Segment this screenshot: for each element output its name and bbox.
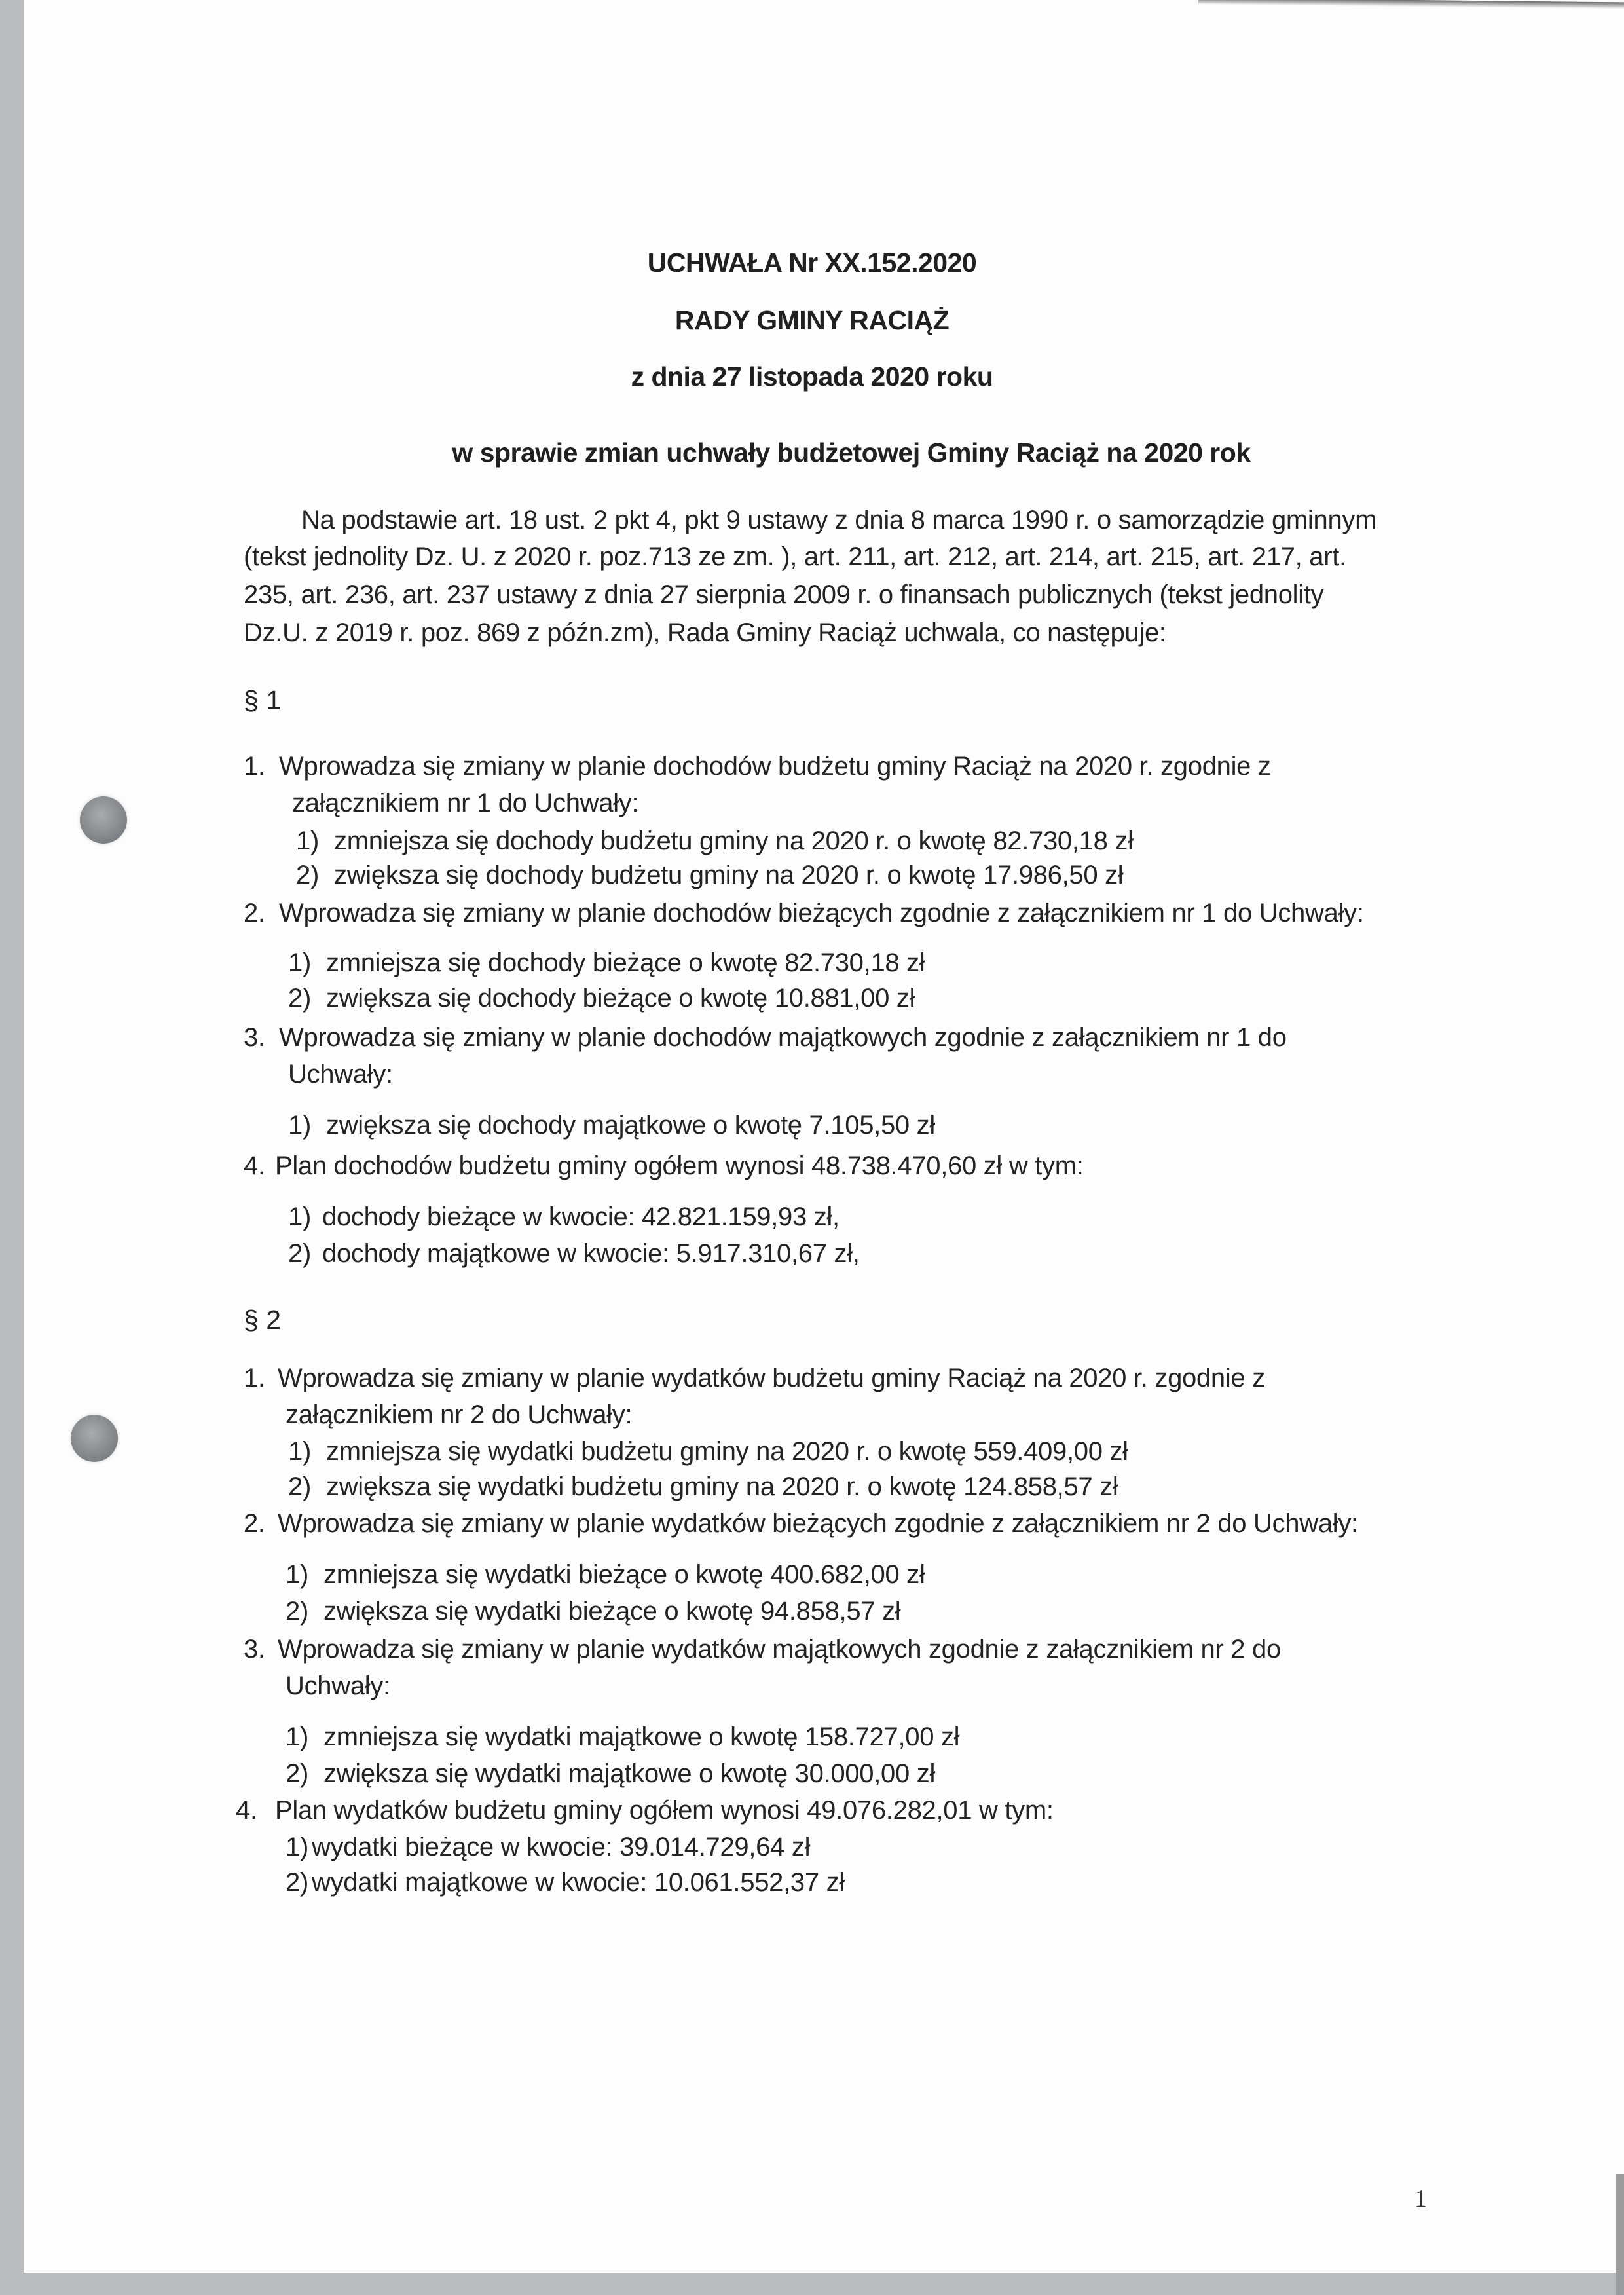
section-2-mark: § 2 xyxy=(244,1305,281,1335)
list-item xyxy=(244,1364,1265,1393)
resolution-subject: w sprawie zmian uchwały budżetowej Gminy Raciąż na 2020 rok xyxy=(452,438,1251,468)
item-number: 1. xyxy=(244,752,265,781)
punch-hole-top xyxy=(80,796,127,844)
sub-item-number: 2) xyxy=(288,1239,311,1268)
list-item xyxy=(244,1509,1358,1539)
sub-item-text: zmniejsza się dochody bieżące o kwotę 82.730,18 zł xyxy=(326,948,925,977)
list-item xyxy=(244,1635,1281,1664)
sub-item-text: wydatki majątkowe w kwocie: 10.061.552,37 zł xyxy=(312,1868,845,1897)
page-edge-right xyxy=(1616,2174,1624,2295)
sub-item xyxy=(286,1723,959,1752)
sub-item xyxy=(288,1437,1128,1466)
sub-item-number: 1) xyxy=(286,1723,308,1751)
sub-item-number: 2) xyxy=(286,1759,308,1788)
list-item xyxy=(244,899,1364,928)
list-item xyxy=(244,1151,1084,1181)
sub-item-number: 1) xyxy=(288,948,311,977)
item-number: 4. xyxy=(236,1796,257,1825)
sub-item xyxy=(296,861,1123,890)
sub-item xyxy=(286,1833,810,1862)
sub-item-text: dochody majątkowe w kwocie: 5.917.310,67 zł, xyxy=(322,1239,860,1268)
sub-item-text: zwiększa się dochody majątkowe o kwotę 7.105,50 zł xyxy=(326,1111,935,1140)
sub-item xyxy=(286,1759,935,1789)
sub-item-number: 1) xyxy=(286,1560,308,1589)
item-text: Plan dochodów budżetu gminy ogółem wynosi 48.738.470,60 zł w tym: xyxy=(275,1151,1084,1180)
sub-item xyxy=(288,1472,1118,1502)
sub-item-text: dochody bieżące w kwocie: 42.821.159,93 zł, xyxy=(322,1203,840,1231)
sub-item-number: 1) xyxy=(296,827,319,855)
item-number: 3. xyxy=(244,1635,265,1664)
sub-item-text: zwiększa się wydatki budżetu gminy na 2020 r. o kwotę 124.858,57 zł xyxy=(326,1472,1118,1501)
list-item xyxy=(244,752,1271,781)
item-text-continued: Uchwały: xyxy=(286,1671,390,1700)
sub-item-number: 2) xyxy=(286,1597,308,1626)
sub-item-number: 1) xyxy=(288,1437,311,1466)
sub-item-text: zmniejsza się dochody budżetu gminy na 2020 r. o kwotę 82.730,18 zł xyxy=(334,827,1134,855)
preamble-line: (tekst jednolity Dz. U. z 2020 r. poz.713 ze zm. ), art. 211, art. 212, art. 214, art. 215, art. 217, art. xyxy=(244,542,1346,571)
preamble-line: Na podstawie art. 18 ust. 2 pkt 4, pkt 9 ustawy z dnia 8 marca 1990 r. o samorządzie gminnym xyxy=(301,506,1377,534)
item-text-continued: Uchwały: xyxy=(288,1060,393,1089)
sub-item-number: 1) xyxy=(288,1111,311,1140)
item-text-continued: załącznikiem nr 2 do Uchwały: xyxy=(286,1400,633,1429)
preamble-line: 235, art. 236, art. 237 ustawy z dnia 27 sierpnia 2009 r. o finansach publicznych (tekst jednolity xyxy=(244,580,1324,609)
sub-item-number: 2) xyxy=(286,1868,308,1897)
item-text: Wprowadza się zmiany w planie dochodów majątkowych zgodnie z załącznikiem nr 1 do xyxy=(279,1023,1287,1052)
sub-item-text: zwiększa się dochody budżetu gminy na 2020 r. o kwotę 17.986,50 zł xyxy=(334,861,1124,889)
sub-item-text: zmniejsza się wydatki bieżące o kwotę 400.682,00 zł xyxy=(323,1560,925,1589)
sub-item xyxy=(288,948,925,978)
item-text: Plan wydatków budżetu gminy ogółem wynosi 49.076.282,01 w tym: xyxy=(275,1796,1054,1825)
punch-hole-bottom xyxy=(71,1415,118,1462)
item-text: Wprowadza się zmiany w planie wydatków bieżących zgodnie z załącznikiem nr 2 do Uchwały: xyxy=(278,1509,1358,1538)
list-item xyxy=(236,1796,1054,1825)
item-text: Wprowadza się zmiany w planie dochodów budżetu gminy Raciąż na 2020 r. zgodnie z xyxy=(279,752,1271,781)
page-number: 1 xyxy=(1414,2185,1427,2212)
sub-item xyxy=(286,1868,845,1897)
resolution-date: z dnia 27 listopada 2020 roku xyxy=(631,362,993,392)
item-text: Wprowadza się zmiany w planie dochodów bieżących zgodnie z załącznikiem nr 1 do Uchwały: xyxy=(279,899,1364,927)
sub-item xyxy=(288,1203,840,1232)
item-text: Wprowadza się zmiany w planie wydatków budżetu gminy Raciąż na 2020 r. zgodnie z xyxy=(278,1364,1265,1392)
sub-item xyxy=(288,984,915,1013)
sub-item-text: zwiększa się dochody bieżące o kwotę 10.881,00 zł xyxy=(326,984,915,1013)
sub-item xyxy=(296,827,1134,856)
item-number: 1. xyxy=(244,1364,265,1392)
resolution-title: UCHWAŁA Nr XX.152.2020 xyxy=(647,248,977,278)
sub-item xyxy=(288,1111,935,1140)
item-number: 3. xyxy=(244,1023,265,1052)
sub-item-text: zmniejsza się wydatki majątkowe o kwotę 158.727,00 zł xyxy=(323,1723,960,1751)
sub-item-number: 2) xyxy=(288,984,311,1013)
preamble-line: Dz.U. z 2019 r. poz. 869 z późn.zm), Rada Gminy Raciąż uchwala, co następuje: xyxy=(244,618,1166,647)
sub-item-text: wydatki bieżące w kwocie: 39.014.729,64 zł xyxy=(312,1833,811,1861)
list-item xyxy=(244,1023,1287,1053)
sub-item xyxy=(286,1560,925,1590)
item-text-continued: załącznikiem nr 1 do Uchwały: xyxy=(292,789,639,817)
sub-item-text: zmniejsza się wydatki budżetu gminy na 2020 r. o kwotę 559.409,00 zł xyxy=(326,1437,1128,1466)
item-number: 2. xyxy=(244,899,265,927)
item-number: 2. xyxy=(244,1509,265,1538)
sub-item-number: 2) xyxy=(296,861,319,889)
sub-item-number: 1) xyxy=(286,1833,308,1861)
sub-item xyxy=(286,1597,900,1626)
section-1-mark: § 1 xyxy=(244,685,281,715)
sub-item-number: 1) xyxy=(288,1203,311,1231)
item-number: 4. xyxy=(244,1151,265,1180)
sub-item-number: 2) xyxy=(288,1472,311,1501)
sub-item-text: zwiększa się wydatki majątkowe o kwotę 30.000,00 zł xyxy=(323,1759,936,1788)
sub-item xyxy=(288,1239,860,1269)
item-text: Wprowadza się zmiany w planie wydatków majątkowych zgodnie z załącznikiem nr 2 do xyxy=(278,1635,1281,1664)
sub-item-text: zwiększa się wydatki bieżące o kwotę 94.858,57 zł xyxy=(323,1597,901,1626)
council-name: RADY GMINY RACIĄŻ xyxy=(674,305,950,335)
